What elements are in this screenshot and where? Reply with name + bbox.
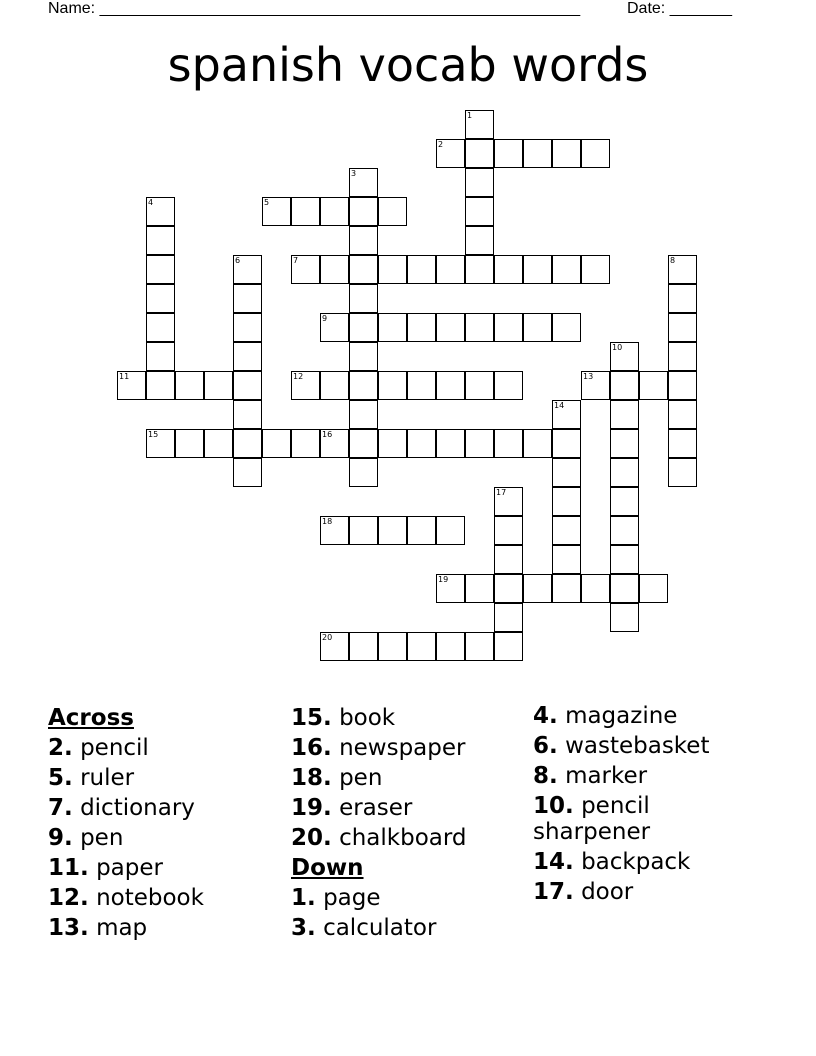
crossword-cell[interactable] xyxy=(494,255,523,284)
crossword-cell[interactable] xyxy=(320,516,349,545)
clue-number-label: 8 xyxy=(670,256,676,265)
crossword-cell[interactable] xyxy=(407,371,436,400)
crossword-cell[interactable] xyxy=(610,516,639,545)
clue-down-1: 1. page xyxy=(291,885,381,911)
crossword-cell[interactable] xyxy=(233,458,262,487)
crossword-cell[interactable] xyxy=(610,458,639,487)
crossword-cell[interactable] xyxy=(465,197,494,226)
crossword-cell[interactable] xyxy=(639,574,668,603)
crossword-cell[interactable] xyxy=(552,313,581,342)
clue-across-20: 20. chalkboard xyxy=(291,825,467,851)
clue-number-label: 7 xyxy=(293,256,299,265)
crossword-cell[interactable] xyxy=(668,313,697,342)
clue-number-label: 16 xyxy=(322,430,333,439)
crossword-cell[interactable] xyxy=(523,139,552,168)
crossword-cell[interactable] xyxy=(320,632,349,661)
crossword-cell[interactable] xyxy=(233,371,262,400)
crossword-cell[interactable] xyxy=(581,574,610,603)
crossword-cell[interactable] xyxy=(320,429,349,458)
crossword-cell[interactable] xyxy=(465,429,494,458)
crossword-cell[interactable] xyxy=(291,371,320,400)
clue-number-label: 13 xyxy=(583,372,594,381)
crossword-cell[interactable] xyxy=(146,342,175,371)
crossword-cell[interactable] xyxy=(494,313,523,342)
clue-number-label: 14 xyxy=(554,401,565,410)
clue-number-label: 19 xyxy=(438,575,449,584)
crossword-cell[interactable] xyxy=(436,632,465,661)
crossword-cell[interactable] xyxy=(610,400,639,429)
crossword-cell[interactable] xyxy=(552,429,581,458)
crossword-cell[interactable] xyxy=(407,255,436,284)
crossword-cell[interactable] xyxy=(610,371,639,400)
crossword-cell[interactable] xyxy=(552,255,581,284)
clue-number-label: 3 xyxy=(351,169,357,178)
crossword-cell[interactable] xyxy=(465,371,494,400)
crossword-cell[interactable] xyxy=(610,603,639,632)
crossword-cell[interactable] xyxy=(291,255,320,284)
crossword-cell[interactable] xyxy=(378,255,407,284)
crossword-cell[interactable] xyxy=(465,255,494,284)
crossword-cell[interactable] xyxy=(291,197,320,226)
crossword-cell[interactable] xyxy=(436,516,465,545)
crossword-cell[interactable] xyxy=(436,371,465,400)
crossword-cell[interactable] xyxy=(349,429,378,458)
crossword-cell[interactable] xyxy=(436,313,465,342)
crossword-cell[interactable] xyxy=(668,255,697,284)
clue-number-label: 11 xyxy=(119,372,130,381)
crossword-cell[interactable] xyxy=(378,197,407,226)
crossword-cell[interactable] xyxy=(465,110,494,139)
crossword-cell[interactable] xyxy=(262,197,291,226)
clue-number-label: 20 xyxy=(322,633,333,642)
crossword-cell[interactable] xyxy=(146,429,175,458)
crossword-cell[interactable] xyxy=(581,371,610,400)
crossword-cell[interactable] xyxy=(436,429,465,458)
clue-column-2 xyxy=(291,703,521,943)
crossword-cell[interactable] xyxy=(349,168,378,197)
crossword-cell[interactable] xyxy=(436,255,465,284)
clue-across-9: 9. pen xyxy=(48,825,124,851)
clue-down-3: 3. calculator xyxy=(291,915,437,941)
crossword-cell[interactable] xyxy=(349,516,378,545)
crossword-cell[interactable] xyxy=(436,574,465,603)
crossword-cell[interactable] xyxy=(349,371,378,400)
crossword-cell[interactable] xyxy=(233,342,262,371)
clue-across-13: 13. map xyxy=(48,915,148,941)
crossword-cell[interactable] xyxy=(233,429,262,458)
crossword-cell[interactable] xyxy=(668,400,697,429)
crossword-cell[interactable] xyxy=(610,574,639,603)
crossword-cell[interactable] xyxy=(523,429,552,458)
crossword-cell[interactable] xyxy=(407,429,436,458)
crossword-cell[interactable] xyxy=(668,342,697,371)
clue-down-4: 4. magazine xyxy=(533,703,678,729)
clue-across-7: 7. dictionary xyxy=(48,795,195,821)
clue-number-label: 9 xyxy=(322,314,328,323)
crossword-cell[interactable] xyxy=(552,545,581,574)
crossword-cell[interactable] xyxy=(146,255,175,284)
crossword-cell[interactable] xyxy=(494,545,523,574)
crossword-cell[interactable] xyxy=(233,400,262,429)
clue-number-label: 17 xyxy=(496,488,507,497)
crossword-cell[interactable] xyxy=(610,545,639,574)
crossword-cell[interactable] xyxy=(552,139,581,168)
crossword-cell[interactable] xyxy=(378,429,407,458)
clue-column-1 xyxy=(48,703,278,943)
name-field-label: Name: ______________________________________________________ xyxy=(48,0,581,17)
crossword-cell[interactable] xyxy=(204,371,233,400)
clue-column-3 xyxy=(533,703,763,909)
clue-number-label: 6 xyxy=(235,256,241,265)
clue-number-label: 15 xyxy=(148,430,159,439)
crossword-cell[interactable] xyxy=(465,313,494,342)
crossword-cell[interactable] xyxy=(639,371,668,400)
clue-across-19: 19. eraser xyxy=(291,795,413,821)
crossword-cell[interactable] xyxy=(349,632,378,661)
clue-number-label: 18 xyxy=(322,517,333,526)
crossword-cell[interactable] xyxy=(349,226,378,255)
crossword-cell[interactable] xyxy=(610,487,639,516)
clue-down-14: 14. backpack xyxy=(533,849,691,875)
crossword-cell[interactable] xyxy=(465,632,494,661)
clue-number-label: 1 xyxy=(467,111,473,120)
crossword-cell[interactable] xyxy=(349,313,378,342)
crossword-cell[interactable] xyxy=(552,487,581,516)
crossword-cell[interactable] xyxy=(320,197,349,226)
crossword-cell[interactable] xyxy=(378,313,407,342)
crossword-cell[interactable] xyxy=(465,139,494,168)
clue-number-label: 12 xyxy=(293,372,304,381)
down-heading: Down xyxy=(291,855,364,881)
crossword-cell[interactable] xyxy=(523,574,552,603)
crossword-cell[interactable] xyxy=(349,342,378,371)
clue-down-10: 10. pencil sharpener xyxy=(533,793,651,845)
clue-number-label: 5 xyxy=(264,198,270,207)
crossword-cell[interactable] xyxy=(204,429,233,458)
crossword-cell[interactable] xyxy=(610,342,639,371)
crossword-cell[interactable] xyxy=(233,255,262,284)
across-heading: Across xyxy=(48,705,134,731)
crossword-cell[interactable] xyxy=(349,197,378,226)
crossword-cell[interactable] xyxy=(146,284,175,313)
crossword-cell[interactable] xyxy=(117,371,146,400)
crossword-cell[interactable] xyxy=(668,284,697,313)
crossword-cell[interactable] xyxy=(146,226,175,255)
crossword-cell[interactable] xyxy=(494,371,523,400)
clue-number-label: 2 xyxy=(438,140,444,149)
crossword-cell[interactable] xyxy=(552,516,581,545)
crossword-cell[interactable] xyxy=(494,516,523,545)
clue-across-15: 15. book xyxy=(291,705,396,731)
crossword-cell[interactable] xyxy=(494,632,523,661)
clue-across-16: 16. newspaper xyxy=(291,735,466,761)
crossword-cell[interactable] xyxy=(465,226,494,255)
crossword-cell[interactable] xyxy=(407,516,436,545)
crossword-cell[interactable] xyxy=(581,139,610,168)
crossword-cell[interactable] xyxy=(552,574,581,603)
crossword-cell[interactable] xyxy=(378,371,407,400)
clue-across-12: 12. notebook xyxy=(48,885,204,911)
crossword-cell[interactable] xyxy=(436,139,465,168)
crossword-cell[interactable] xyxy=(668,458,697,487)
clue-down-8: 8. marker xyxy=(533,763,648,789)
crossword-cell[interactable] xyxy=(175,429,204,458)
crossword-cell[interactable] xyxy=(668,429,697,458)
crossword-cell[interactable] xyxy=(320,371,349,400)
crossword-cell[interactable] xyxy=(233,284,262,313)
crossword-cell[interactable] xyxy=(465,574,494,603)
crossword-cell[interactable] xyxy=(523,313,552,342)
crossword-cell[interactable] xyxy=(146,197,175,226)
crossword-cell[interactable] xyxy=(320,255,349,284)
crossword-cell[interactable] xyxy=(581,255,610,284)
crossword-cell[interactable] xyxy=(552,458,581,487)
clue-down-6: 6. wastebasket xyxy=(533,733,710,759)
crossword-cell[interactable] xyxy=(349,255,378,284)
clue-number-label: 10 xyxy=(612,343,623,352)
crossword-cell[interactable] xyxy=(523,255,552,284)
crossword-cell[interactable] xyxy=(291,429,320,458)
clue-across-18: 18. pen xyxy=(291,765,383,791)
page-title: spanish vocab words xyxy=(167,38,649,92)
crossword-cell[interactable] xyxy=(349,458,378,487)
crossword-cell[interactable] xyxy=(494,139,523,168)
crossword-cell[interactable] xyxy=(349,400,378,429)
clue-number-label: 4 xyxy=(148,198,154,207)
crossword-cell[interactable] xyxy=(349,284,378,313)
crossword-cell[interactable] xyxy=(610,429,639,458)
crossword-cell[interactable] xyxy=(378,516,407,545)
crossword-cell[interactable] xyxy=(378,632,407,661)
crossword-cell[interactable] xyxy=(233,313,262,342)
clue-across-11: 11. paper xyxy=(48,855,163,881)
crossword-cell[interactable] xyxy=(146,371,175,400)
clue-down-17: 17. door xyxy=(533,879,634,905)
crossword-cell[interactable] xyxy=(175,371,204,400)
clue-across-2: 2. pencil xyxy=(48,735,149,761)
date-field-label: Date: _______ xyxy=(627,0,732,17)
crossword-cell[interactable] xyxy=(407,632,436,661)
crossword-cell[interactable] xyxy=(494,429,523,458)
crossword-cell[interactable] xyxy=(494,603,523,632)
crossword-cell[interactable] xyxy=(146,313,175,342)
crossword-cell[interactable] xyxy=(262,429,291,458)
clue-across-5: 5. ruler xyxy=(48,765,135,791)
crossword-cell[interactable] xyxy=(668,371,697,400)
crossword-cell[interactable] xyxy=(494,574,523,603)
crossword-cell[interactable] xyxy=(494,487,523,516)
crossword-cell[interactable] xyxy=(465,168,494,197)
crossword-cell[interactable] xyxy=(407,313,436,342)
crossword-cell[interactable] xyxy=(552,400,581,429)
crossword-cell[interactable] xyxy=(320,313,349,342)
